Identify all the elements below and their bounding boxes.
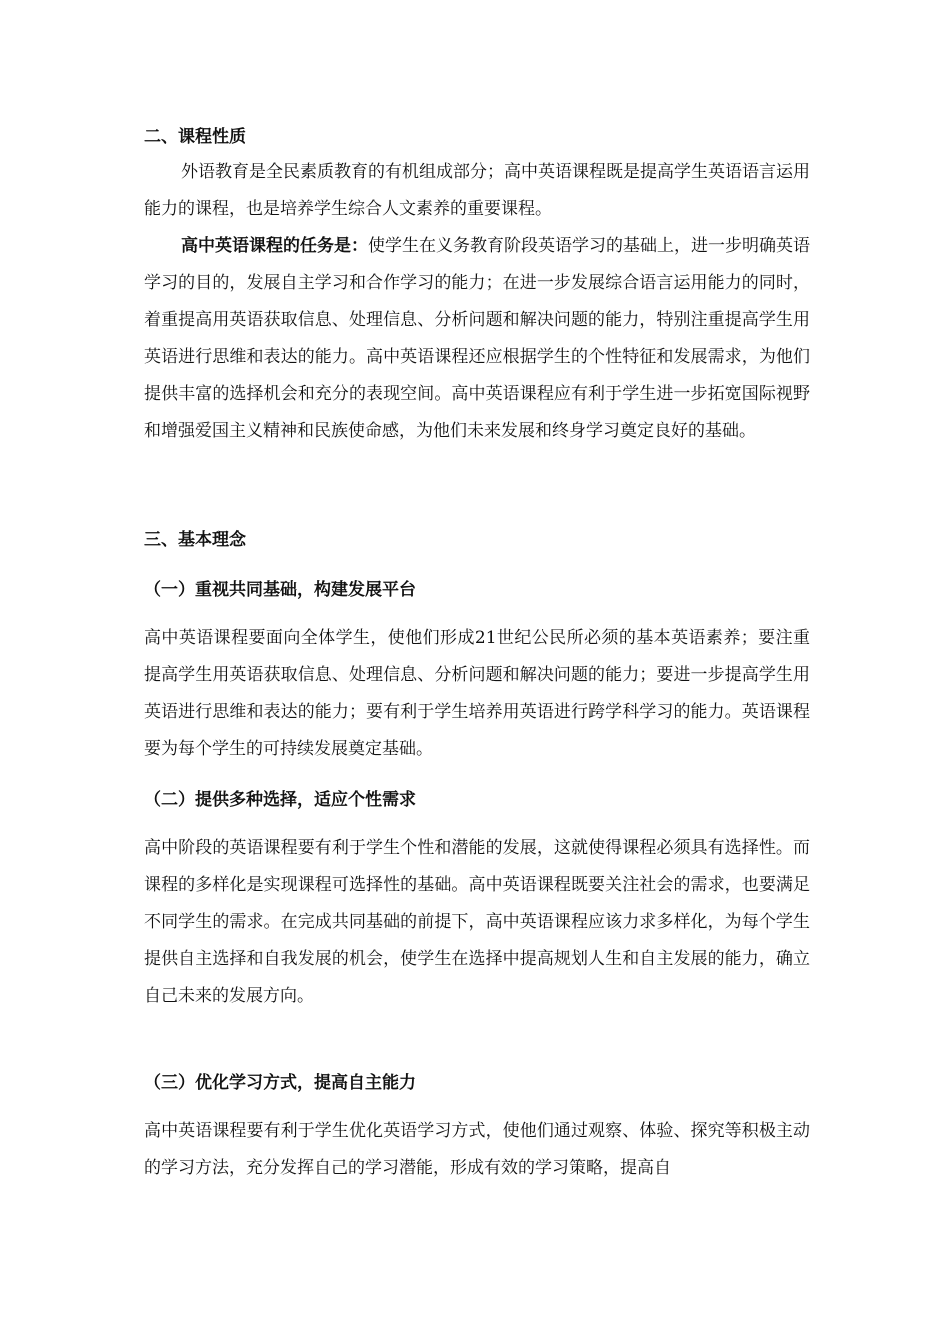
paragraph-body-text: 使学生在义务教育阶段英语学习的基础上，进一步明确英语学习的目的，发展自主学习和合作学习的能力；在进一步发展综合语言运用能力的同时，着重提高用英语获取信息、处理信息、分析问题和解决问题的能力，特别注重提高学生用英语进行思维和表达的能力。高中英语课程还应根据学生的个性特征和发展需求，为他们提供丰富的选择机会和充分的表现空间。高中英语课程应有利于学生进一步拓宽国际视野和增强爱国主义精神和民族使命感，为他们未来发展和终身学习奠定良好的基础。 [144,236,810,441]
paragraph-lead-phrase: 高中英语课程的任务是： [181,236,368,256]
subsection-heading-2: （二）提供多种选择，适应个性需求 [144,790,416,810]
paragraph-subsection-3: 高中英语课程要有利于学生优化英语学习方式，使他们通过观察、体验、探究等积极主动的学习方法，充分发挥自己的学习潜能，形成有效的学习策略，提高自 [144,1121,810,1178]
paragraph-subsection-1: 高中英语课程要面向全体学生，使他们形成21世纪公民所必须的基本英语素养；要注重提高学生用英语获取信息、处理信息、分析问题和解决问题的能力；要进一步提高学生用英语进行思维和表达的能力；要有利于学生培养用英语进行跨学科学习的能力。英语课程要为每个学生的可持续发展奠定基础。 [144,628,810,759]
section-heading-basic-concepts: 三、基本理念 [144,530,246,550]
subsection-heading-1: （一）重视共同基础，构建发展平台 [144,580,416,600]
paragraph-course-nature: 外语教育是全民素质教育的有机组成部分；高中英语课程既是提高学生英语语言运用能力的课程，也是培养学生综合人文素养的重要课程。 [144,162,810,219]
subsection-heading-3: （三）优化学习方式，提高自主能力 [144,1073,416,1093]
paragraph-course-tasks [144,228,810,450]
paragraph-subsection-2: 高中阶段的英语课程要有利于学生个性和潜能的发展，这就使得课程必须具有选择性。而课程的多样化是实现课程可选择性的基础。高中英语课程既要关注社会的需求，也要满足不同学生的需求。在完成共同基础的前提下，高中英语课程应该力求多样化，为每个学生提供自主选择和自我发展的机会，使学生在选择中提高规划人生和自主发展的能力，确立自己未来的发展方向。 [144,838,810,1006]
section-heading-course-nature: 二、课程性质 [144,127,246,147]
